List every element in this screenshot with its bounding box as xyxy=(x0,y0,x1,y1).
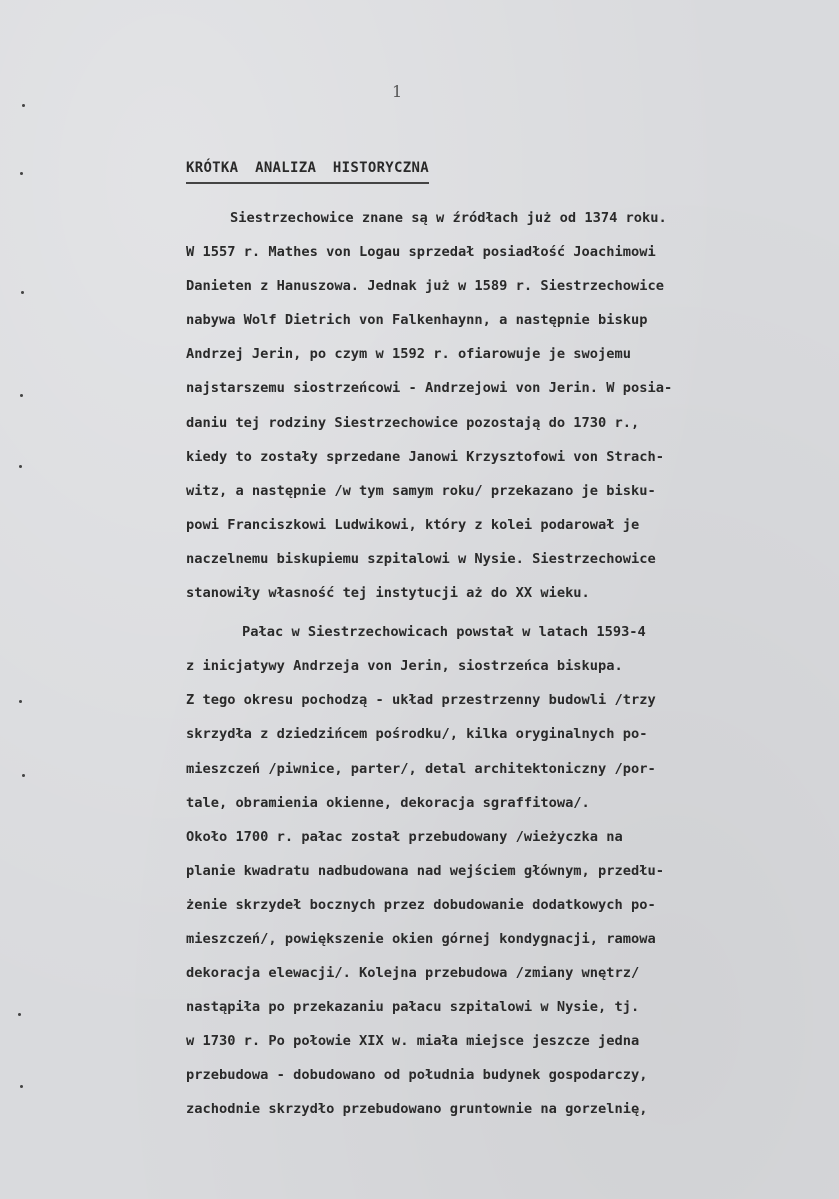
paragraph-2-line: mieszczeń/, powiększenie okien górnej kondygnacji, ramowa xyxy=(186,930,656,947)
paragraph-2-line: dekoracja elewacji/. Kolejna przebudowa /zmiany wnętrz/ xyxy=(186,965,640,982)
paragraph-1-line: Siestrzechowice znane są w źródłach już od 1374 roku. xyxy=(230,210,667,226)
paragraph-1-line: kiedy to zostały sprzedane Janowi Krzysztofowi von Strach- xyxy=(186,448,664,465)
margin-speck xyxy=(22,774,25,777)
page-number: 1 xyxy=(392,82,403,101)
paragraph-1-line: stanowiły własność tej instytucji aż do XX wieku. xyxy=(186,585,590,602)
paragraph-2-line: przebudowa - dobudowano od południa budynek gospodarczy, xyxy=(186,1067,648,1084)
paragraph-2-line: Około 1700 r. pałac został przebudowany /wieżyczka na xyxy=(186,828,623,845)
paragraph-2-line: żenie skrzydeł bocznych przez dobudowanie dodatkowych po- xyxy=(186,896,656,913)
paragraph-2-line: skrzydła z dziedzińcem pośrodku/, kilka oryginalnych po- xyxy=(186,726,648,743)
margin-speck xyxy=(21,291,24,294)
paragraph-1-line: nabywa Wolf Dietrich von Falkenhaynn, a następnie biskup xyxy=(186,312,648,329)
paragraph-1-line: witz, a następnie /w tym samym roku/ przekazano je bisku- xyxy=(186,482,656,499)
paragraph-2-line: tale, obramienia okienne, dekoracja sgraffitowa/. xyxy=(186,794,590,811)
paragraph-1-line: powi Franciszkowi Ludwikowi, który z kolei podarował je xyxy=(186,516,640,533)
paragraph-1-line: Danieten z Hanuszowa. Jednak już w 1589 r. Siestrzechowice xyxy=(186,278,664,295)
paragraph-2-line: Pałac w Siestrzechowicach powstał w latach 1593-4 xyxy=(242,624,646,641)
margin-speck xyxy=(19,465,22,468)
paragraph-2-line: planie kwadratu nadbudowana nad wejściem głównym, przedłu- xyxy=(186,862,664,879)
paragraph-1-line: daniu tej rodziny Siestrzechowice pozostają do 1730 r., xyxy=(186,414,640,431)
margin-speck xyxy=(20,1085,23,1088)
margin-speck xyxy=(19,700,22,703)
paragraph-2-line: mieszczeń /piwnice, parter/, detal architektoniczny /por- xyxy=(186,760,656,777)
margin-speck xyxy=(22,104,25,107)
margin-speck xyxy=(18,1013,21,1016)
paragraph-2-line: w 1730 r. Po połowie XIX w. miała miejsce jeszcze jedna xyxy=(186,1033,640,1050)
paragraph-2-line: zachodnie skrzydło przebudowano gruntownie na gorzelnię, xyxy=(186,1101,648,1118)
paragraph-2-line: Z tego okresu pochodzą - układ przestrzenny budowli /trzy xyxy=(186,692,656,709)
paragraph-1-line: naczelnemu biskupiemu szpitalowi w Nysie. Siestrzechowice xyxy=(186,550,656,567)
paragraph-1-line: W 1557 r. Mathes von Logau sprzedał posiadłość Joachimowi xyxy=(186,244,656,261)
paragraph-1-line: Andrzej Jerin, po czym w 1592 r. ofiarowuje je swojemu xyxy=(186,346,631,363)
margin-speck xyxy=(20,172,23,175)
paragraph-2-line: nastąpiła po przekazaniu pałacu szpitalowi w Nysie, tj. xyxy=(186,999,640,1016)
document-heading: KRÓTKA ANALIZA HISTORYCZNA xyxy=(186,160,429,184)
margin-speck xyxy=(20,394,23,397)
paragraph-1-line: najstarszemu siostrzeńcowi - Andrzejowi von Jerin. W posia- xyxy=(186,380,673,397)
paragraph-2-line: z inicjatywy Andrzeja von Jerin, siostrzeńca biskupa. xyxy=(186,658,623,675)
document-body xyxy=(186,201,826,1127)
